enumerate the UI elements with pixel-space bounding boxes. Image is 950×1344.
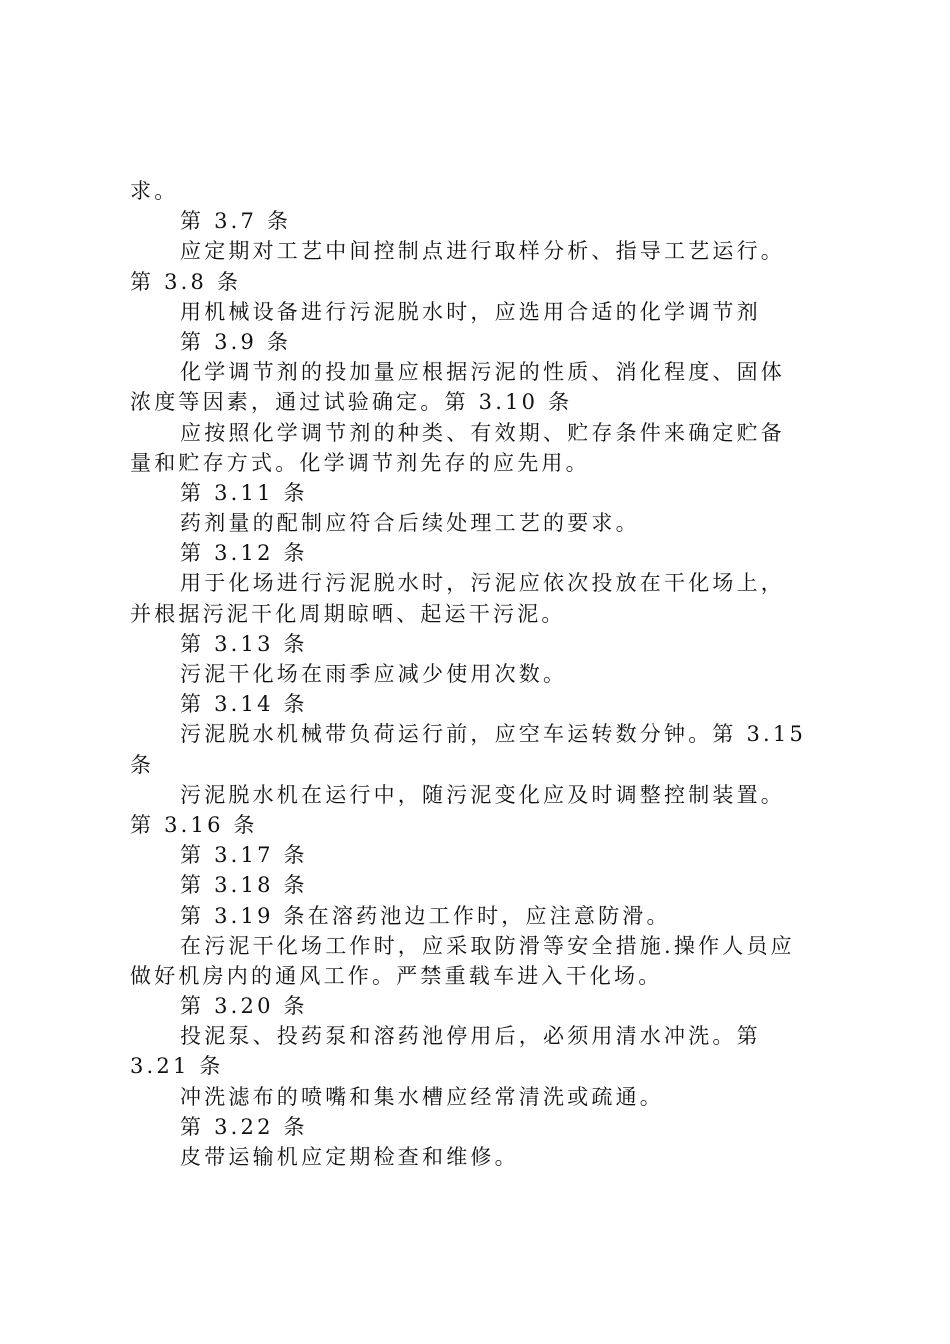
text-line: 在污泥干化场工作时，应采取防滑等安全措施.操作人员应 — [180, 933, 795, 958]
text-line: 第 3.20 条 — [180, 994, 308, 1019]
text-line: 量和贮存方式。化学调节剂先存的应先用。 — [130, 450, 590, 475]
text-line: 做好机房内的通风工作。严禁重载车进入干化场。 — [130, 963, 663, 988]
text-line: 冲洗滤布的喷嘴和集水槽应经常清洗或疏通。 — [180, 1084, 664, 1109]
text-line: 浓度等因素，通过试验确定。第 3.10 条 — [130, 390, 573, 415]
text-line: 应定期对工艺中间控制点进行取样分析、指导工艺运行。 — [180, 239, 785, 264]
text-line: 3.21 条 — [130, 1054, 224, 1079]
document-body — [130, 176, 840, 1172]
text-line: 药剂量的配制应符合后续处理工艺的要求。 — [180, 511, 640, 536]
text-line: 皮带运输机应定期检查和维修。 — [180, 1145, 519, 1169]
text-line: 条 — [130, 752, 155, 777]
text-line: 化学调节剂的投加量应根据污泥的性质、消化程度、固体 — [180, 360, 785, 385]
text-line: 第 3.18 条 — [180, 873, 308, 898]
text-line: 污泥脱水机在运行中，随污泥变化应及时调整控制装置。 — [180, 782, 785, 807]
text-line: 第 3.13 条 — [180, 631, 308, 656]
text-line: 第 3.14 条 — [180, 692, 308, 717]
text-line: 第 3.7 条 — [180, 209, 292, 234]
text-line: 投泥泵、投药泵和溶药池停用后，必须用清水冲洗。第 — [180, 1024, 761, 1049]
text-line: 第 3.8 条 — [130, 269, 242, 294]
text-line: 污泥干化场在雨季应减少使用次数。 — [180, 662, 568, 686]
text-line: 并根据污泥干化周期晾晒、起运干污泥。 — [130, 601, 566, 626]
text-line: 用于化场进行污泥脱水时，污泥应依次投放在干化场上， — [180, 571, 785, 596]
text-line: 求。 — [130, 179, 179, 203]
text-line: 用机械设备进行污泥脱水时，应选用合适的化学调节剂 — [180, 299, 761, 324]
text-line: 第 3.12 条 — [180, 541, 308, 566]
text-line: 第 3.9 条 — [180, 329, 292, 354]
text-line: 第 3.11 条 — [180, 480, 308, 505]
text-line: 应按照化学调节剂的种类、有效期、贮存条件来确定贮备 — [180, 420, 785, 445]
text-line: 第 3.17 条 — [180, 843, 308, 868]
text-line: 污泥脱水机械带负荷运行前，应空车运转数分钟。第 3.15 — [180, 722, 807, 747]
text-line: 第 3.16 条 — [130, 812, 258, 837]
text-line: 第 3.19 条在溶药池边工作时，应注意防滑。 — [180, 903, 671, 928]
text-line: 第 3.22 条 — [180, 1114, 308, 1139]
